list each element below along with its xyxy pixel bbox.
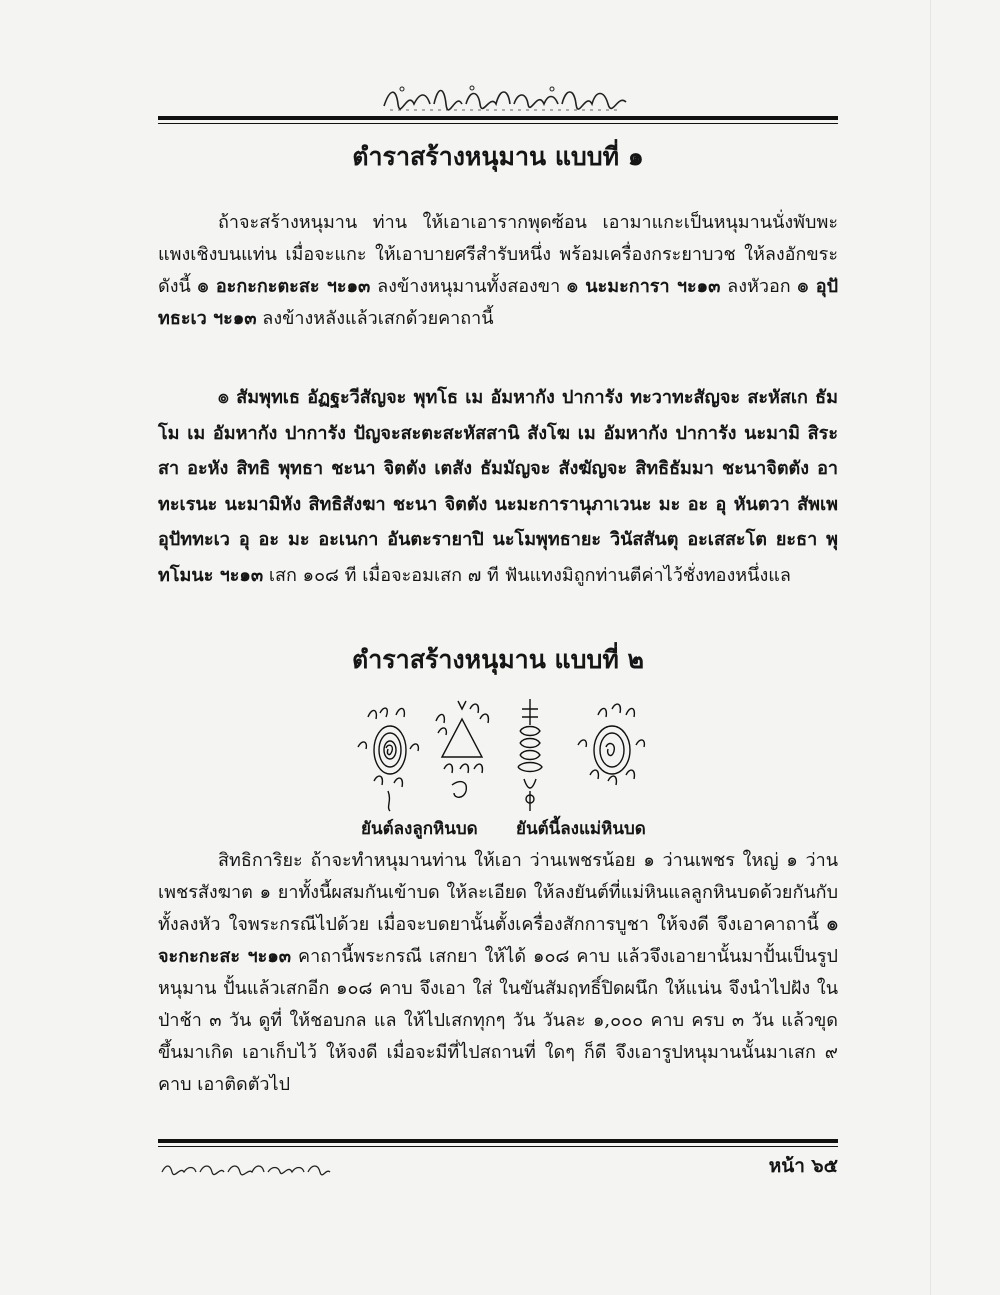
text-segment: เสก ๑๐๘ ที เมื่อจะอมเสก ๗ ที ฟันแทงมิถูกท่านตีค่าไว้ชั่งทองหนึ่งแล xyxy=(263,564,791,586)
text-segment: ถ้าจะสร้างหนุมาน ท่าน ให้เอาเอารากพุดซ้อน เอามาแกะเป็นหนุมานนั่งพับพะแพงเชิงบนแท่น เมื่อจะแกะ ให้เอาบายศรีสำรับหนึ่ง พร้อมเครื่องกระยาบวช ให้ลงอักขระดังนี้ xyxy=(158,212,838,297)
yantra-illustration xyxy=(350,695,660,815)
text-segment: สิทธิการิยะ ถ้าจะทำหนุมานท่าน ให้เอา ว่านเพชรน้อย ๑ ว่านเพชร ใหญ่ ๑ ว่านเพชรสังฆาต ๑ ยาทั้งนี้ผสมกันเข้าบด ให้ละเอียด ให้ลงยันต์ที่แม่หินแลลูกหินบดด้วยกันกับทั้งลงหัว ใจพระกรณีไปด้วย เมื่อจะบดยานั้นตั้งเครื่องสักการบูชา ให้จงดี จึงเอาคาถานี้ xyxy=(158,850,838,935)
section-1-paragraph-2 xyxy=(158,380,838,593)
incantation-segment: ๏ อุปัทธะเว ฯะ๑๓ xyxy=(158,276,838,329)
yantra-vertical-icon xyxy=(518,699,542,811)
incantation-segment: ๏ นะมะการา ฯะ๑๓ xyxy=(566,276,721,297)
incantation-segment: ๏ จะกะกะสะ ฯะ๑๓ xyxy=(158,914,838,967)
footer-script-ornament-icon xyxy=(158,1156,333,1182)
incantation-segment: ๏ สัมพุทเธ อัฏฐะวีสัญจะ พุทโธ เม อัมหากัง ปาการัง ทะวาทะสัญจะ สะหัสเก ธัมโม เม อัมหากัง ปาการัง ปัญจะสะตะสะหัสสานิ สังโฆ เม อัมหากัง ปาการัง นะมามิ สิระสา อะหัง สิทธิ พุทธา ชะนา จิตตัง เตสัง ธัมมัญจะ สังฆัญจะ สิทธิธัมมา ชะนาจิตตัง อาทะเรนะ นะมามิหัง สิทธิสังฆา ชะนา จิตตัง นะมะการานุภาเวนะ มะ อะ อุ หันตวา สัพเพ อุปัททะเว อุ อะ มะ อะเนกา อันตะรายาปิ นะโมพุทธายะ วินัสสันตุ อะเสสะโต ยะธา พุทโมนะ ฯะ๑๓ xyxy=(158,387,838,586)
yantra-circle-icon xyxy=(358,708,418,811)
section-title-1: ตำราสร้างหนุมาน แบบที่ ๑ xyxy=(352,142,644,171)
footer-rule xyxy=(158,1139,838,1143)
section-2-paragraph-1 xyxy=(158,845,838,1101)
scan-edge-line xyxy=(930,0,931,1295)
footer-rule-thin xyxy=(158,1146,838,1147)
yantra-caption-2: ยันต์นี้ลงแม่หินบด xyxy=(516,819,646,839)
header-rule-thin xyxy=(158,123,838,124)
yantra-triangle-icon xyxy=(436,701,488,797)
text-segment: ลงหัวอก xyxy=(720,276,798,297)
text-segment: ลงข้างหลังแล้วเสกด้วยคาถานี้ xyxy=(256,308,494,329)
yantra-caption-1: ยันต์ลงลูกหินบด xyxy=(361,819,478,839)
page-number: หน้า ๖๕ xyxy=(768,1155,838,1177)
header-script-ornament-icon xyxy=(380,80,630,114)
text-segment: คาถานี้พระกรณี เสกยา ให้ได้ ๑๐๘ คาบ แล้วจึงเอายานั้นมาปั้นเป็นรูปหนุมาน ปั้นแล้วเสกอีก ๑๐๘ คาบ จึงเอา ใส่ ในขันสัมฤทธิ์ปิดผนึก ให้แน่น จึงนำไปฝัง ในป่าช้า ๓ วัน ดูที่ ให้ชอบกล แล ให้ไปเสกทุกๆ วัน วันละ ๑,๐๐๐ คาบ ครบ ๓ วัน แล้วขุดขึ้นมาเกิด เอาเก็บไว้ ให้จงดี เมื่อจะมีที่ไปสถานที่ ใดๆ ก็ดี จึงเอารูปหนุมานนั้นมาเสก ๙ คาบ เอาติดตัวไป xyxy=(158,946,838,1095)
header-rule xyxy=(158,116,838,120)
text-segment: ลงข้างหนุมานทั้งสองขา xyxy=(370,276,567,297)
yantra-circle-icon xyxy=(578,704,644,785)
incantation-segment: ๏ อะกะกะตะสะ ฯะ๑๓ xyxy=(197,276,371,297)
section-title-2: ตำราสร้างหนุมาน แบบที่ ๒ xyxy=(351,645,645,674)
section-1-paragraph-1 xyxy=(158,207,838,335)
